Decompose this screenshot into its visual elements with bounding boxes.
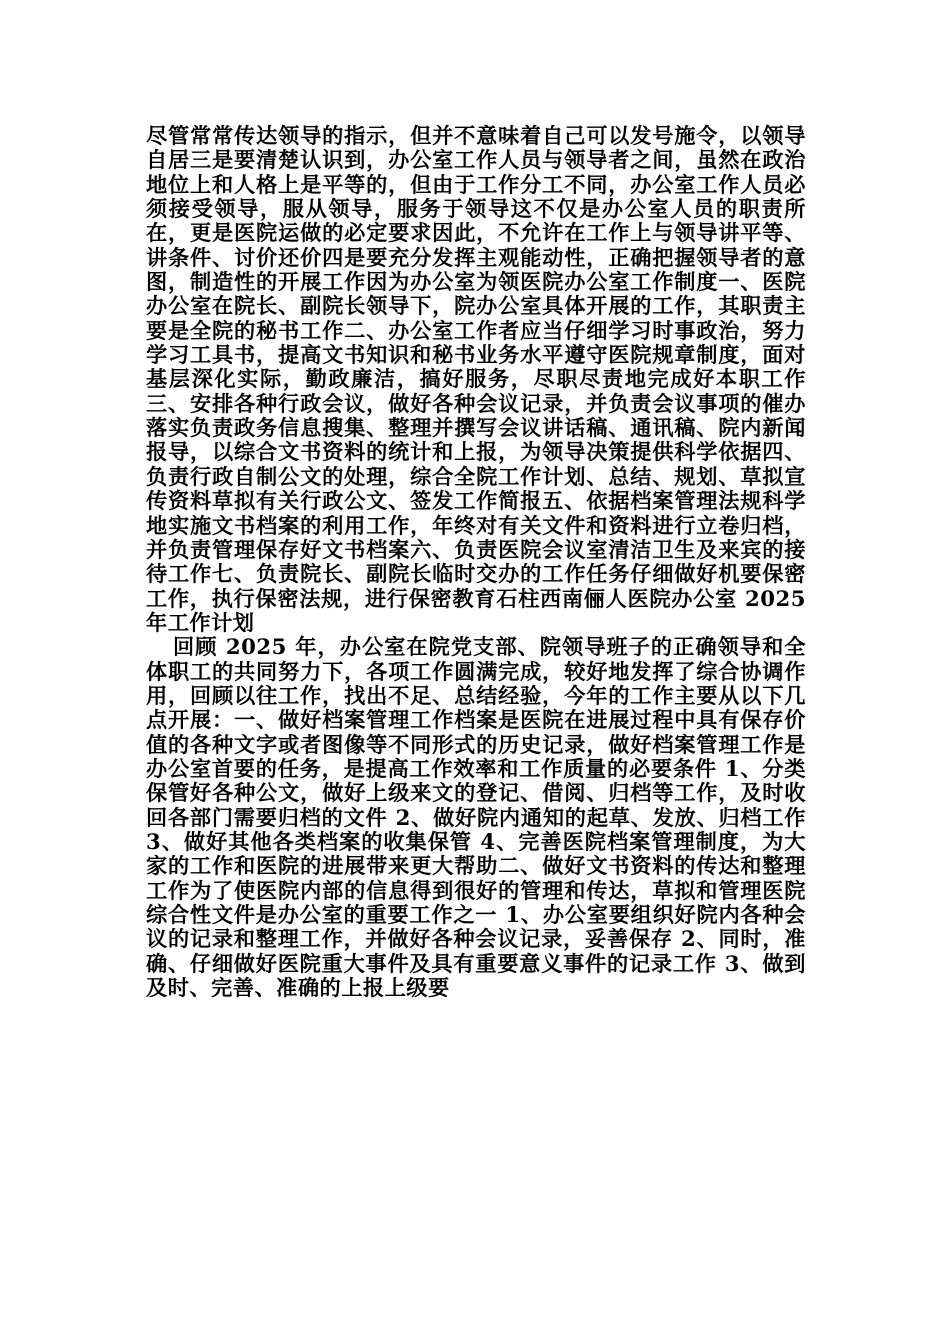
paragraph-work-plan: 回顾 2025 年，办公室在院党支部、院领导班子的正确领导和全体职工的共同努力下，各项工作圆满完成，较好地发挥了综合协调作用，回顾以往工作，找出不足、总结经验，今年的工作主要从以下几点开展：一、做好档案管理工作档案是医院在进展过程中具有保存价值的各种文字或者图像等不同形式的历史记录，做好档案管理工作是办公室首要的任务，是提高工作效率和工作质量的必要条件 1、分类保管好各种公文，做好上级来文的登记、借阅、归档等工作，及时收回各部门需要归档的文件 2、做好院内通知的起草、发放、归档工作 3、做好其他各类档案的收集保管 4、完善医院档案管理制度，为大家的工作和医院的进展带来更大帮助二、做好文书资料的传达和整理工作为了使医院内部的信息得到很好的管理和传达，草拟和管理医院综合性文件是办公室的重要工作之一 1、办公室要组织好院内各种会议的记录和整理工作，并做好各种会议记录，妥善保存 2、同时，准确、仔细做好医院重大事件及具有重要意义事件的记录工作 3、做到及时、完善、准确的上报上级要 xyxy=(146,634,806,1001)
document-body xyxy=(146,124,806,1000)
paragraph-work-duties: 尽管常常传达领导的指示，但并不意味着自己可以发号施令，以领导自居三是要清楚认识到，办公室工作人员与领导者之间，虽然在政治地位上和人格上是平等的，但由于工作分工不同，办公室工作人员必须接受领导，服从领导，服务于领导这不仅是办公室人员的职责所在，更是医院运做的必定要求因此，不允许在工作上与领导讲平等、讲条件、讨价还价四是要充分发挥主观能动性，正确把握领导者的意图，制造性的开展工作因为办公室为领医院办公室工作制度一、医院办公室在院长、副院长领导下，院办公室具体开展的工作，其职责主要是全院的秘书工作二、办公室工作者应当仔细学习时事政治，努力学习工具书，提高文书知识和秘书业务水平遵守医院规章制度，面对基层深化实际，勤政廉洁，搞好服务，尽职尽责地完成好本职工作三、安排各种行政会议，做好各种会议记录，并负责会议事项的催办落实负责政务信息搜集、整理并撰写会议讲话稿、通讯稿、院内新闻报导，以综合文书资料的统计和上报，为领导决策提供科学依据四、负责行政自制公文的处理，综合全院工作计划、总结、规划、草拟宣传资料草拟有关行政公文、签发工作简报五、依据档案管理法规科学地实施文书档案的利用工作，年终对有关文件和资料进行立卷归档，并负责管理保存好文书档案六、负责医院会议室清洁卫生及来宾的接待工作七、负责院长、副院长临时交办的工作任务仔细做好机要保密工作，执行保密法规，进行保密教育石柱西南俪人医院办公室 2025 年工作计划 xyxy=(146,123,806,635)
